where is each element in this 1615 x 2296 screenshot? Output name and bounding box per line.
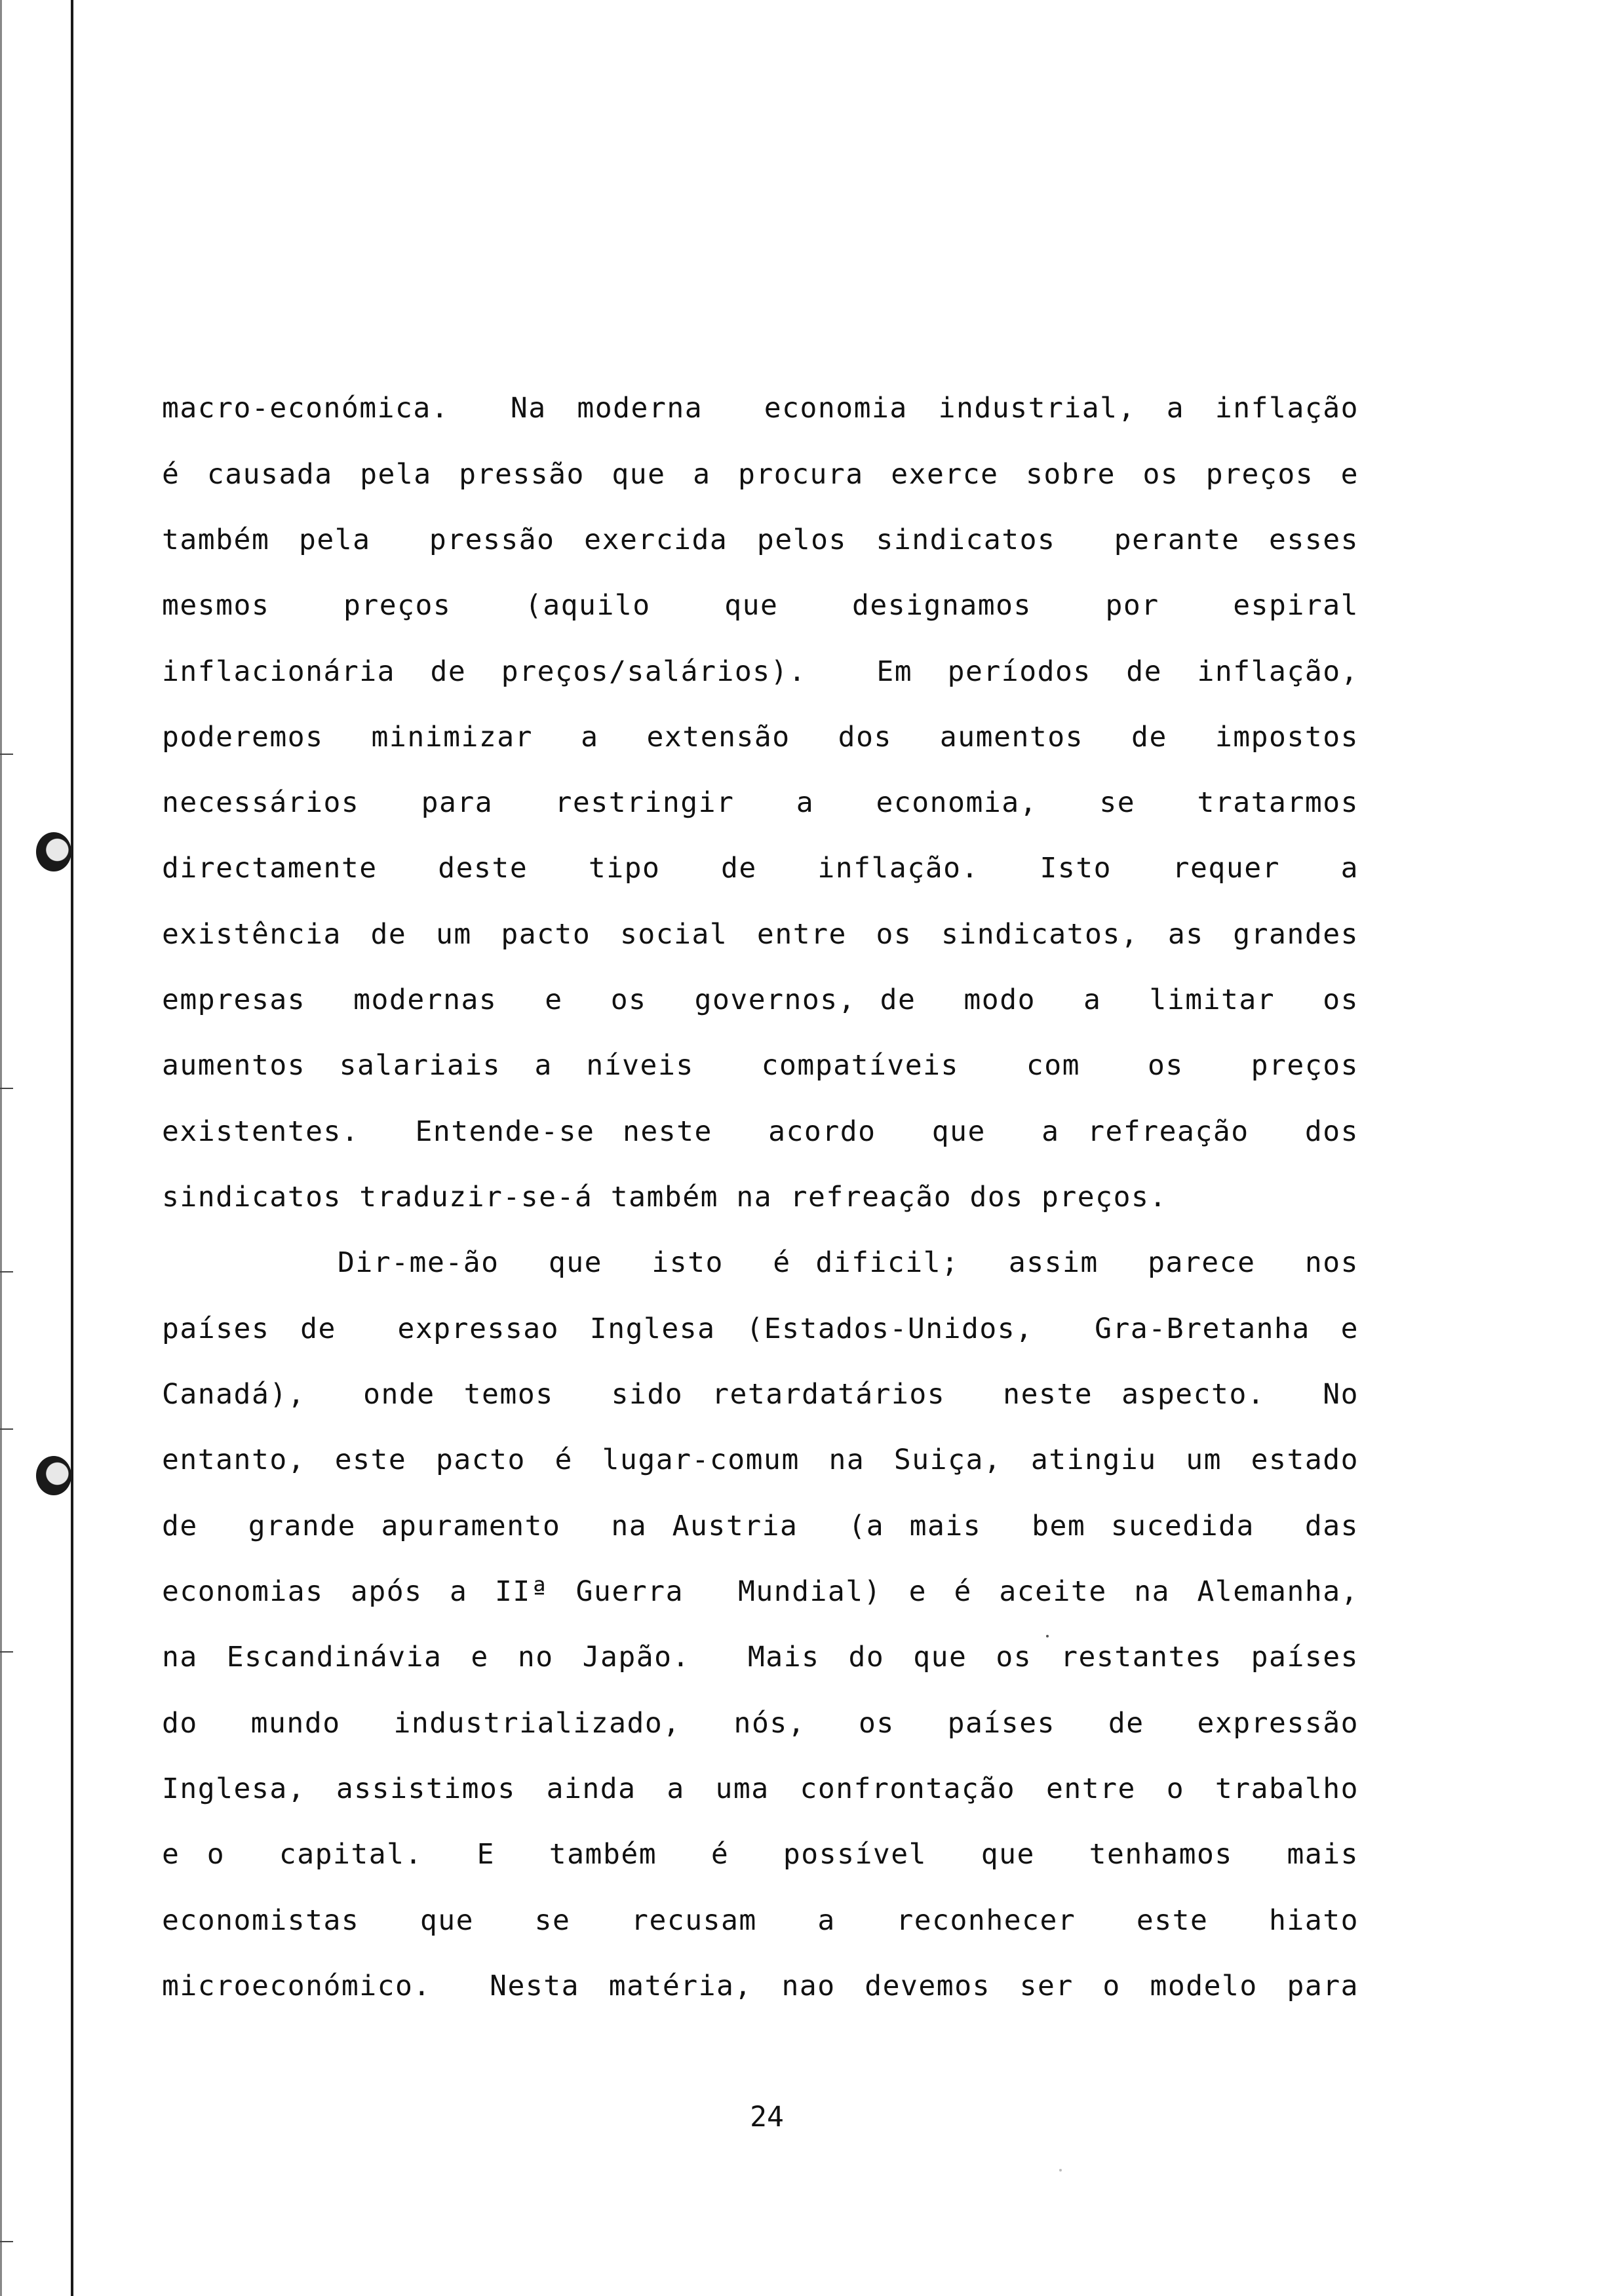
text-line: existência de um pacto social entre os sindicatos, as grandes [162, 918, 1359, 951]
margin-tick [0, 754, 13, 755]
text-line: directamente deste tipo de inflação. Isto requer a [162, 852, 1359, 885]
text-line: poderemos minimizar a extensão dos aumentos de impostos [162, 721, 1359, 754]
margin-tick [0, 1651, 13, 1653]
text-line: de grande apuramento na Austria (a mais bem sucedida das [162, 1510, 1359, 1542]
text-line: Canadá), onde temos sido retardatários neste aspecto. No [162, 1378, 1359, 1411]
text-line: empresas modernas e os governos, de modo a limitar os [162, 984, 1359, 1016]
text-line: na Escandinávia e no Japão. Mais do que os restantes países [162, 1641, 1359, 1674]
text-line: também pela pressão exercida pelos sindicatos perante esses [162, 524, 1359, 556]
text-line: economias após a IIª Guerra Mundial) e é aceite na Alemanha, [162, 1575, 1359, 1608]
punch-hole-icon [36, 1456, 71, 1495]
text-line: necessários para restringir a economia, se tratarmos [162, 786, 1359, 819]
text-line: inflacionária de preços/salários). Em períodos de inflação, [162, 655, 1359, 688]
scan-speck [1059, 2169, 1062, 2172]
text-line: aumentos salariais a níveis compatíveis com os preços [162, 1049, 1359, 1082]
text-line: é causada pela pressão que a procura exerce sobre os preços e [162, 458, 1359, 491]
binding-margin-line [71, 0, 73, 2296]
page-left-edge [0, 0, 2, 2296]
punch-hole-icon [36, 832, 71, 871]
margin-tick [0, 2241, 13, 2242]
text-line: mesmos preços (aquilo que designamos por espiral [162, 589, 1359, 622]
scan-speck [1046, 1635, 1049, 1637]
text-line: e o capital. E também é possível que tenhamos mais [162, 1838, 1359, 1871]
text-line: sindicatos traduzir-se-á também na refreação dos preços. [162, 1181, 1167, 1214]
text-line: Inglesa, assistimos ainda a uma confrontação entre o trabalho [162, 1772, 1359, 1805]
margin-tick [0, 1088, 13, 1089]
text-line: microeconómico. Nesta matéria, nao devemos ser o modelo para [162, 1970, 1359, 2002]
text-line: países de expressao Inglesa (Estados-Unidos, Gra-Bretanha e [162, 1312, 1359, 1345]
margin-tick [0, 1428, 13, 1430]
text-line: macro-económica. Na moderna economia industrial, a inflação [162, 392, 1359, 425]
text-line: entanto, este pacto é lugar-comum na Suiça, atingiu um estado [162, 1444, 1359, 1476]
page-number: 24 [750, 2101, 784, 2133]
margin-tick [0, 1271, 13, 1272]
text-line: Dir-me-ão que isto é dificil; assim parece nos [338, 1246, 1359, 1279]
text-line: economistas que se recusam a reconhecer este hiato [162, 1904, 1359, 1937]
text-line: do mundo industrializado, nós, os países de expressão [162, 1707, 1359, 1740]
text-line: existentes. Entende-se neste acordo que a refreação dos [162, 1115, 1359, 1148]
